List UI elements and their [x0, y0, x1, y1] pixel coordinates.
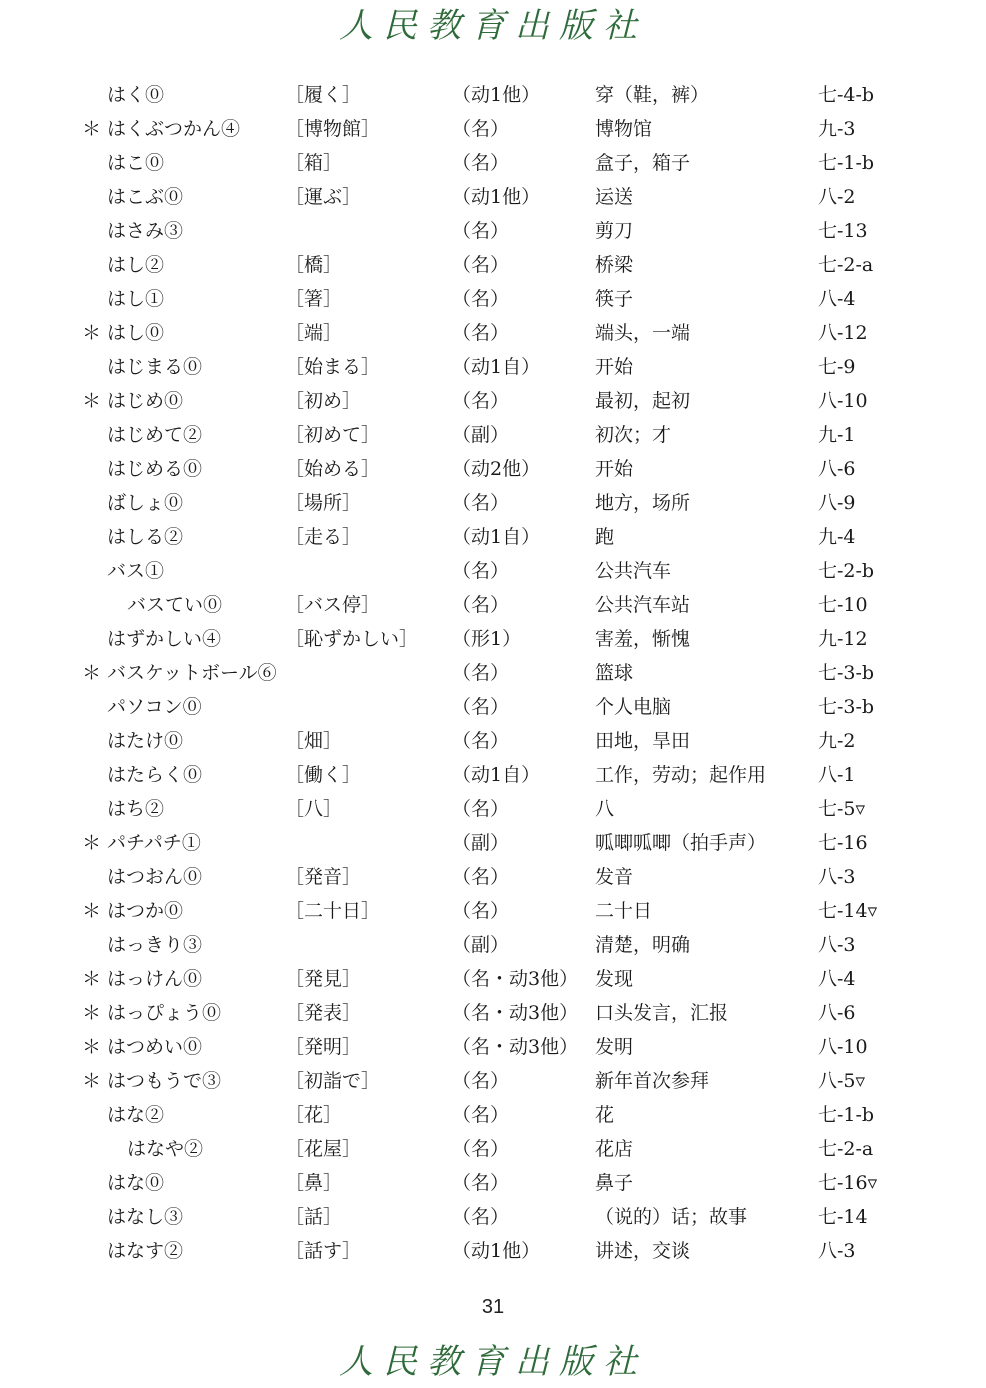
entry-lesson-ref: 七-1-b — [818, 152, 875, 174]
entry-part-of-speech: （名・动3他） — [452, 1002, 579, 1024]
entry-kanji: ［発表］ — [285, 1002, 362, 1024]
entry-meaning: 讲述，交谈 — [595, 1240, 691, 1262]
entry-kanji: ［箱］ — [285, 152, 343, 174]
entry-lesson-ref: 八-3 — [818, 1240, 856, 1262]
entry-meaning: 花 — [595, 1104, 615, 1126]
vocab-entry — [0, 894, 986, 928]
entry-lesson-ref: 九-3 — [818, 118, 856, 140]
entry-part-of-speech: （名） — [452, 220, 510, 242]
entry-lesson-ref: 八-9 — [818, 492, 856, 514]
entry-part-of-speech: （名） — [452, 1104, 510, 1126]
entry-meaning: 开始 — [595, 458, 634, 480]
entry-part-of-speech: （名） — [452, 1206, 510, 1228]
entry-part-of-speech: （名・动3他） — [452, 968, 579, 990]
entry-lesson-ref: 八-5▿ — [818, 1070, 866, 1092]
entry-lesson-ref: 八-12 — [818, 322, 868, 344]
vocab-entry — [0, 588, 986, 622]
entry-kanji: ［履く］ — [285, 84, 362, 106]
entry-meaning: 公共汽车 — [595, 560, 672, 582]
entry-part-of-speech: （名） — [452, 900, 510, 922]
vocab-entry — [0, 826, 986, 860]
entry-reading: はずかしい④ — [107, 628, 222, 650]
vocab-entry — [0, 1234, 986, 1268]
entry-lesson-ref: 九-12 — [818, 628, 868, 650]
entry-part-of-speech: （名） — [452, 798, 510, 820]
entry-part-of-speech: （副） — [452, 934, 510, 956]
vocab-entry — [0, 418, 986, 452]
entry-kanji: ［初めて］ — [285, 424, 381, 446]
vocab-entry — [0, 758, 986, 792]
entry-reading: はなす② — [107, 1240, 184, 1262]
entry-reading: はじまる⓪ — [107, 356, 203, 378]
entry-part-of-speech: （名） — [452, 662, 510, 684]
publisher-footer: 人民教育出版社 — [339, 1342, 647, 1382]
entry-meaning: 八 — [595, 798, 615, 820]
entry-meaning: 桥梁 — [595, 254, 634, 276]
entry-meaning: 运送 — [595, 186, 634, 208]
entry-lesson-ref: 七-4-b — [818, 84, 875, 106]
vocab-entry — [0, 180, 986, 214]
entry-kanji: ［箸］ — [285, 288, 343, 310]
entry-meaning: 最初，起初 — [595, 390, 691, 412]
entry-lesson-ref: 八-2 — [818, 186, 856, 208]
entry-reading: ばしょ⓪ — [107, 492, 184, 514]
entry-meaning: 端头，一端 — [595, 322, 691, 344]
vocab-entry — [0, 724, 986, 758]
entry-reading: はっぴょう⓪ — [107, 1002, 222, 1024]
entry-part-of-speech: （名） — [452, 1172, 510, 1194]
entry-kanji: ［鼻］ — [285, 1172, 343, 1194]
entry-part-of-speech: （副） — [452, 424, 510, 446]
entry-reading: はな② — [107, 1104, 165, 1126]
entry-meaning: 清楚，明确 — [595, 934, 691, 956]
entry-kanji: ［初め］ — [285, 390, 362, 412]
entry-kanji: ［二十日］ — [285, 900, 381, 922]
entry-lesson-ref: 九-4 — [818, 526, 856, 548]
vocab-entry — [0, 214, 986, 248]
entry-meaning: 开始 — [595, 356, 634, 378]
entry-meaning: 篮球 — [595, 662, 634, 684]
entry-reading: はつめい⓪ — [107, 1036, 203, 1058]
entry-part-of-speech: （名） — [452, 322, 510, 344]
entry-meaning: 工作，劳动；起作用 — [595, 764, 767, 786]
entry-reading: パソコン⓪ — [107, 696, 202, 718]
entry-kanji: ［花］ — [285, 1104, 343, 1126]
entry-kanji: ［橋］ — [285, 254, 343, 276]
page-number: 31 — [481, 1296, 505, 1318]
vocabulary-list — [0, 78, 986, 1268]
entry-lesson-ref: 七-9 — [818, 356, 856, 378]
entry-meaning: 发音 — [595, 866, 634, 888]
entry-reading: バス① — [107, 560, 165, 582]
entry-star-marker: ＊ — [82, 322, 102, 344]
entry-meaning: 个人电脑 — [595, 696, 672, 718]
entry-lesson-ref: 七-3-b — [818, 696, 875, 718]
vocab-entry — [0, 996, 986, 1030]
vocab-entry — [0, 860, 986, 894]
entry-lesson-ref: 七-2-a — [818, 1138, 874, 1160]
entry-lesson-ref: 七-5▿ — [818, 798, 866, 820]
entry-reading: はくぶつかん④ — [107, 118, 241, 140]
entry-kanji: ［花屋］ — [285, 1138, 362, 1160]
entry-reading: はし① — [107, 288, 165, 310]
entry-star-marker: ＊ — [82, 1002, 102, 1024]
entry-reading: はし② — [107, 254, 165, 276]
entry-meaning: 口头发言，汇报 — [595, 1002, 729, 1024]
entry-lesson-ref: 八-6 — [818, 458, 856, 480]
entry-meaning: 害羞，惭愧 — [595, 628, 691, 650]
entry-reading: はっけん⓪ — [107, 968, 203, 990]
vocab-entry — [0, 1098, 986, 1132]
entry-reading: はつもうで③ — [107, 1070, 222, 1092]
entry-part-of-speech: （名） — [452, 1070, 510, 1092]
entry-lesson-ref: 七-14 — [818, 1206, 868, 1228]
entry-lesson-ref: 七-13 — [818, 220, 868, 242]
entry-part-of-speech: （名） — [452, 118, 510, 140]
entry-reading: はち② — [107, 798, 165, 820]
vocab-entry — [0, 1030, 986, 1064]
entry-meaning: 跑 — [595, 526, 615, 548]
entry-meaning: 盒子，箱子 — [595, 152, 691, 174]
entry-reading: はく⓪ — [107, 84, 165, 106]
entry-reading: はしる② — [107, 526, 184, 548]
entry-part-of-speech: （动2他） — [452, 458, 541, 480]
vocab-entry — [0, 486, 986, 520]
entry-kanji: ［バス停］ — [285, 594, 381, 616]
entry-lesson-ref: 七-16▿ — [818, 1172, 878, 1194]
entry-kanji: ［働く］ — [285, 764, 362, 786]
entry-kanji: ［発音］ — [285, 866, 362, 888]
entry-kanji: ［発明］ — [285, 1036, 362, 1058]
entry-meaning: 地方，场所 — [595, 492, 691, 514]
entry-reading: はこぶ⓪ — [107, 186, 184, 208]
vocab-entry — [0, 554, 986, 588]
entry-kanji: ［畑］ — [285, 730, 343, 752]
entry-part-of-speech: （名） — [452, 492, 510, 514]
entry-reading: はし⓪ — [107, 322, 165, 344]
vocab-entry — [0, 350, 986, 384]
entry-star-marker: ＊ — [82, 118, 102, 140]
entry-kanji: ［発見］ — [285, 968, 362, 990]
vocab-entry — [0, 928, 986, 962]
entry-reading: はつか⓪ — [107, 900, 184, 922]
vocab-entry — [0, 1064, 986, 1098]
vocab-entry — [0, 282, 986, 316]
entry-kanji: ［始まる］ — [285, 356, 381, 378]
entry-kanji: ［博物館］ — [285, 118, 381, 140]
entry-star-marker: ＊ — [82, 1070, 102, 1092]
vocab-entry — [0, 792, 986, 826]
entry-meaning: 剪刀 — [595, 220, 634, 242]
entry-kanji: ［初詣で］ — [285, 1070, 381, 1092]
entry-star-marker: ＊ — [82, 1036, 102, 1058]
entry-star-marker: ＊ — [82, 662, 102, 684]
entry-reading: はたけ⓪ — [107, 730, 184, 752]
vocab-entry — [0, 452, 986, 486]
entry-meaning: 博物馆 — [595, 118, 653, 140]
entry-part-of-speech: （动1他） — [452, 186, 541, 208]
entry-meaning: 发明 — [595, 1036, 634, 1058]
entry-kanji: ［端］ — [285, 322, 343, 344]
entry-reading: バスケットボール⑥ — [107, 662, 277, 684]
entry-part-of-speech: （动1他） — [452, 1240, 541, 1262]
entry-kanji: ［場所］ — [285, 492, 362, 514]
entry-part-of-speech: （名） — [452, 390, 510, 412]
entry-lesson-ref: 八-1 — [818, 764, 856, 786]
entry-lesson-ref: 七-16 — [818, 832, 868, 854]
entry-reading: はじめ⓪ — [107, 390, 184, 412]
entry-reading: パチパチ① — [107, 832, 201, 854]
vocab-entry — [0, 622, 986, 656]
entry-part-of-speech: （名） — [452, 594, 510, 616]
entry-reading: はつおん⓪ — [107, 866, 203, 888]
vocab-entry — [0, 384, 986, 418]
entry-lesson-ref: 七-10 — [818, 594, 868, 616]
entry-kanji: ［話す］ — [285, 1240, 362, 1262]
entry-reading: はじめる⓪ — [107, 458, 203, 480]
entry-kanji: ［恥ずかしい］ — [285, 628, 419, 650]
entry-reading: はさみ③ — [107, 220, 184, 242]
entry-part-of-speech: （名） — [452, 560, 510, 582]
entry-part-of-speech: （名） — [452, 254, 510, 276]
entry-lesson-ref: 八-4 — [818, 968, 856, 990]
entry-reading: はたらく⓪ — [107, 764, 203, 786]
entry-lesson-ref: 七-3-b — [818, 662, 875, 684]
entry-part-of-speech: （动1自） — [452, 526, 541, 548]
vocab-entry — [0, 78, 986, 112]
vocab-entry — [0, 520, 986, 554]
entry-kanji: ［走る］ — [285, 526, 362, 548]
entry-part-of-speech: （名） — [452, 730, 510, 752]
entry-kanji: ［八］ — [285, 798, 343, 820]
entry-star-marker: ＊ — [82, 832, 102, 854]
entry-meaning: 田地，旱田 — [595, 730, 691, 752]
entry-lesson-ref: 七-2-a — [818, 254, 874, 276]
entry-meaning: 筷子 — [595, 288, 634, 310]
publisher-header: 人民教育出版社 — [339, 6, 647, 46]
entry-reading: はなし③ — [107, 1206, 184, 1228]
vocab-entry — [0, 146, 986, 180]
entry-meaning: 穿（鞋，裤） — [595, 84, 710, 106]
entry-part-of-speech: （动1自） — [452, 764, 541, 786]
entry-part-of-speech: （名） — [452, 696, 510, 718]
entry-part-of-speech: （形1） — [452, 628, 522, 650]
vocab-entry — [0, 1166, 986, 1200]
entry-kanji: ［話］ — [285, 1206, 343, 1228]
entry-lesson-ref: 八-4 — [818, 288, 856, 310]
entry-meaning: 花店 — [595, 1138, 634, 1160]
entry-lesson-ref: 七-14▿ — [818, 900, 878, 922]
entry-part-of-speech: （名） — [452, 866, 510, 888]
entry-lesson-ref: 七-2-b — [818, 560, 875, 582]
vocab-entry — [0, 962, 986, 996]
entry-lesson-ref: 九-2 — [818, 730, 856, 752]
entry-meaning: 新年首次参拜 — [595, 1070, 710, 1092]
entry-part-of-speech: （动1自） — [452, 356, 541, 378]
vocab-entry — [0, 1132, 986, 1166]
entry-meaning: （说的）话；故事 — [595, 1206, 748, 1228]
entry-part-of-speech: （名） — [452, 1138, 510, 1160]
entry-kanji: ［運ぶ］ — [285, 186, 362, 208]
entry-lesson-ref: 八-10 — [818, 390, 868, 412]
entry-star-marker: ＊ — [82, 390, 102, 412]
vocab-entry — [0, 656, 986, 690]
entry-star-marker: ＊ — [82, 900, 102, 922]
vocab-entry — [0, 690, 986, 724]
entry-lesson-ref: 八-3 — [818, 934, 856, 956]
entry-part-of-speech: （名・动3他） — [452, 1036, 579, 1058]
entry-meaning: 鼻子 — [595, 1172, 634, 1194]
entry-lesson-ref: 八-6 — [818, 1002, 856, 1024]
entry-reading: はな⓪ — [107, 1172, 165, 1194]
vocab-entry — [0, 112, 986, 146]
entry-reading: バスてい⓪ — [127, 594, 223, 616]
entry-reading: はこ⓪ — [107, 152, 165, 174]
entry-part-of-speech: （名） — [452, 152, 510, 174]
entry-reading: はっきり③ — [107, 934, 203, 956]
vocab-entry — [0, 1200, 986, 1234]
entry-meaning: 公共汽车站 — [595, 594, 691, 616]
entry-meaning: 发现 — [595, 968, 634, 990]
entry-lesson-ref: 八-10 — [818, 1036, 868, 1058]
entry-part-of-speech: （名） — [452, 288, 510, 310]
entry-meaning: 呱唧呱唧（拍手声） — [595, 832, 767, 854]
entry-meaning: 二十日 — [595, 900, 653, 922]
entry-part-of-speech: （动1他） — [452, 84, 541, 106]
entry-kanji: ［始める］ — [285, 458, 381, 480]
entry-lesson-ref: 七-1-b — [818, 1104, 875, 1126]
entry-lesson-ref: 八-3 — [818, 866, 856, 888]
vocab-entry — [0, 248, 986, 282]
vocab-entry — [0, 316, 986, 350]
entry-meaning: 初次；才 — [595, 424, 672, 446]
entry-star-marker: ＊ — [82, 968, 102, 990]
entry-reading: はじめて② — [107, 424, 203, 446]
entry-lesson-ref: 九-1 — [818, 424, 856, 446]
entry-part-of-speech: （副） — [452, 832, 510, 854]
entry-reading: はなや② — [127, 1138, 204, 1160]
